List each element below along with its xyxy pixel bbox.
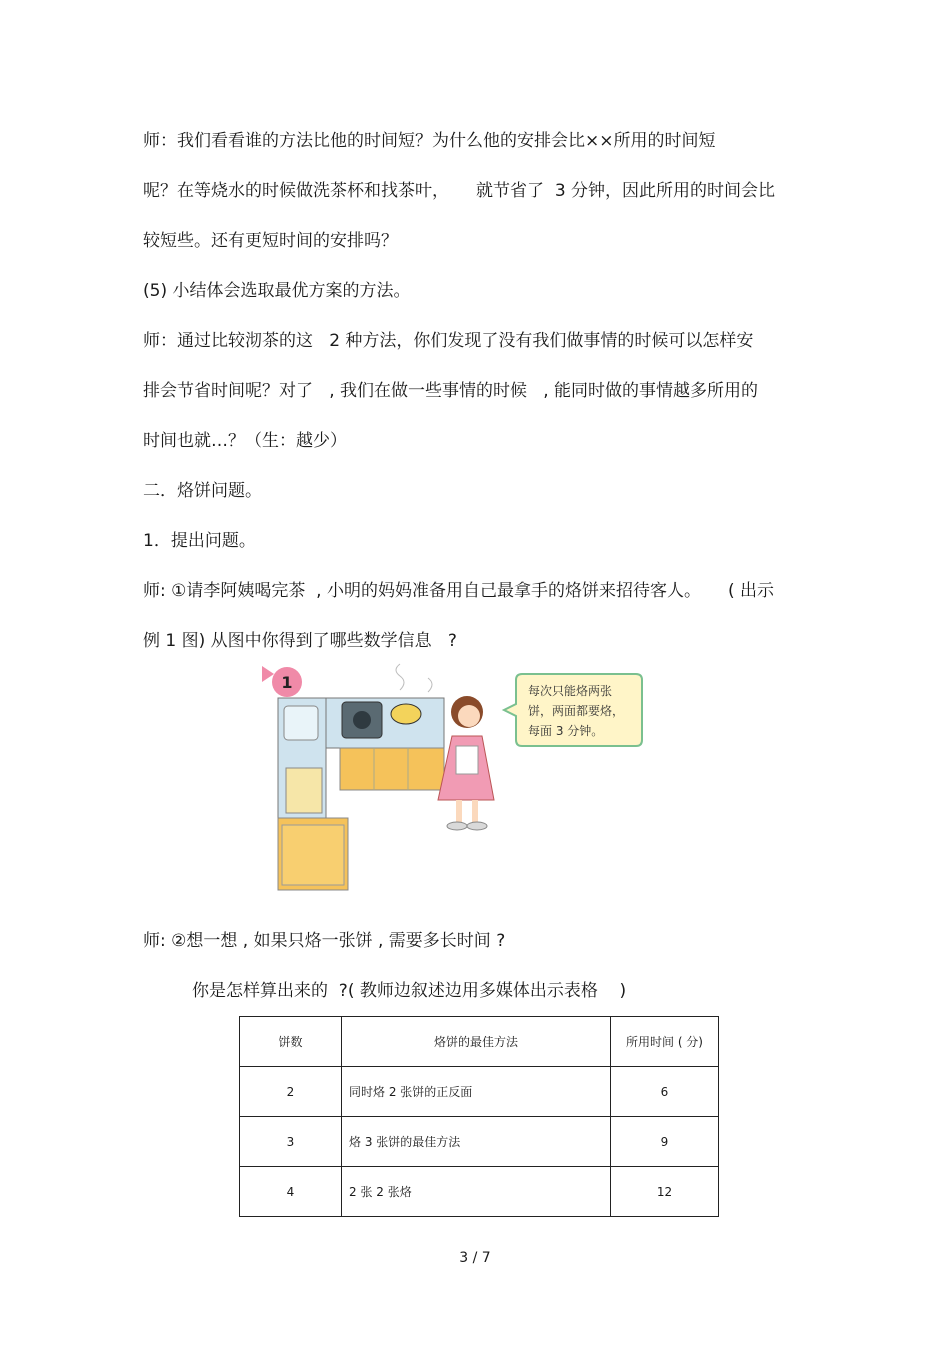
table-row — [240, 1167, 719, 1217]
section-heading: 二．烙饼问题。 — [143, 481, 262, 501]
page-indicator: 3 / 7 — [459, 1250, 491, 1266]
table-header-row — [240, 1017, 719, 1067]
paragraph-line: 呢？在等烧水的时候做洗茶杯和找茶叶， 就节省了 3 分钟，因此所用的时间会比 — [143, 181, 776, 201]
example-badge-number: 1 — [281, 673, 293, 692]
table-cell: 2 张 2 张烙 — [342, 1167, 611, 1217]
paragraph-line: 例 1 图) 从图中你得到了哪些数学信息 ? — [143, 631, 457, 651]
paragraph-line: 师：我们看看谁的方法比他的时间短？为什么他的安排会比××所用的时间短 — [143, 131, 716, 151]
paragraph-line: 时间也就…？（生：越少） — [143, 431, 347, 451]
speech-line-3: 每面 3 分钟。 — [528, 724, 604, 738]
paragraph-line: 师: ②想一想 , 如果只烙一张饼 , 需要多长时间 ? — [143, 931, 506, 951]
table-cell: 同时烙 2 张饼的正反面 — [342, 1067, 611, 1117]
table-cell: 3 — [240, 1117, 342, 1167]
table-row — [240, 1067, 719, 1117]
paragraph-line: 你是怎样算出来的 ?( 教师边叙述边用多媒体出示表格 ) — [192, 981, 627, 1001]
table-cell: 烙 3 张饼的最佳方法 — [342, 1117, 611, 1167]
header-cell: 饼数 — [240, 1017, 342, 1067]
table-cell: 4 — [240, 1167, 342, 1217]
table-cell: 2 — [240, 1067, 342, 1117]
table-cell: 6 — [611, 1067, 719, 1117]
speech-line-1: 每次只能烙两张 — [528, 684, 613, 698]
paragraph-line: 师：通过比较沏茶的这 2 种方法，你们发现了没有我们做事情的时候可以怎样安 — [143, 331, 754, 351]
table-cell: 9 — [611, 1117, 719, 1167]
pancake-table — [239, 1016, 719, 1217]
kitchen-illustration — [260, 660, 650, 920]
paragraph-line: 排会节省时间呢？对了 , 我们在做一些事情的时候 , 能同时做的事情越多所用的 — [143, 381, 759, 401]
paragraph-line: 师: ①请李阿姨喝完茶 , 小明的妈妈准备用自己最拿手的烙饼来招待客人。 ( 出示 — [143, 581, 775, 601]
table-cell: 12 — [611, 1167, 719, 1217]
table-row — [240, 1117, 719, 1167]
header-cell: 烙饼的最佳方法 — [342, 1017, 611, 1067]
subsection-heading: 1．提出问题。 — [143, 531, 256, 551]
header-cell: 所用时间 ( 分) — [611, 1017, 719, 1067]
paragraph-line: (5) 小结体会选取最优方案的方法。 — [143, 281, 411, 301]
speech-line-2: 饼，两面都要烙， — [528, 704, 625, 718]
paragraph-line: 较短些。还有更短时间的安排吗？ — [143, 231, 398, 251]
